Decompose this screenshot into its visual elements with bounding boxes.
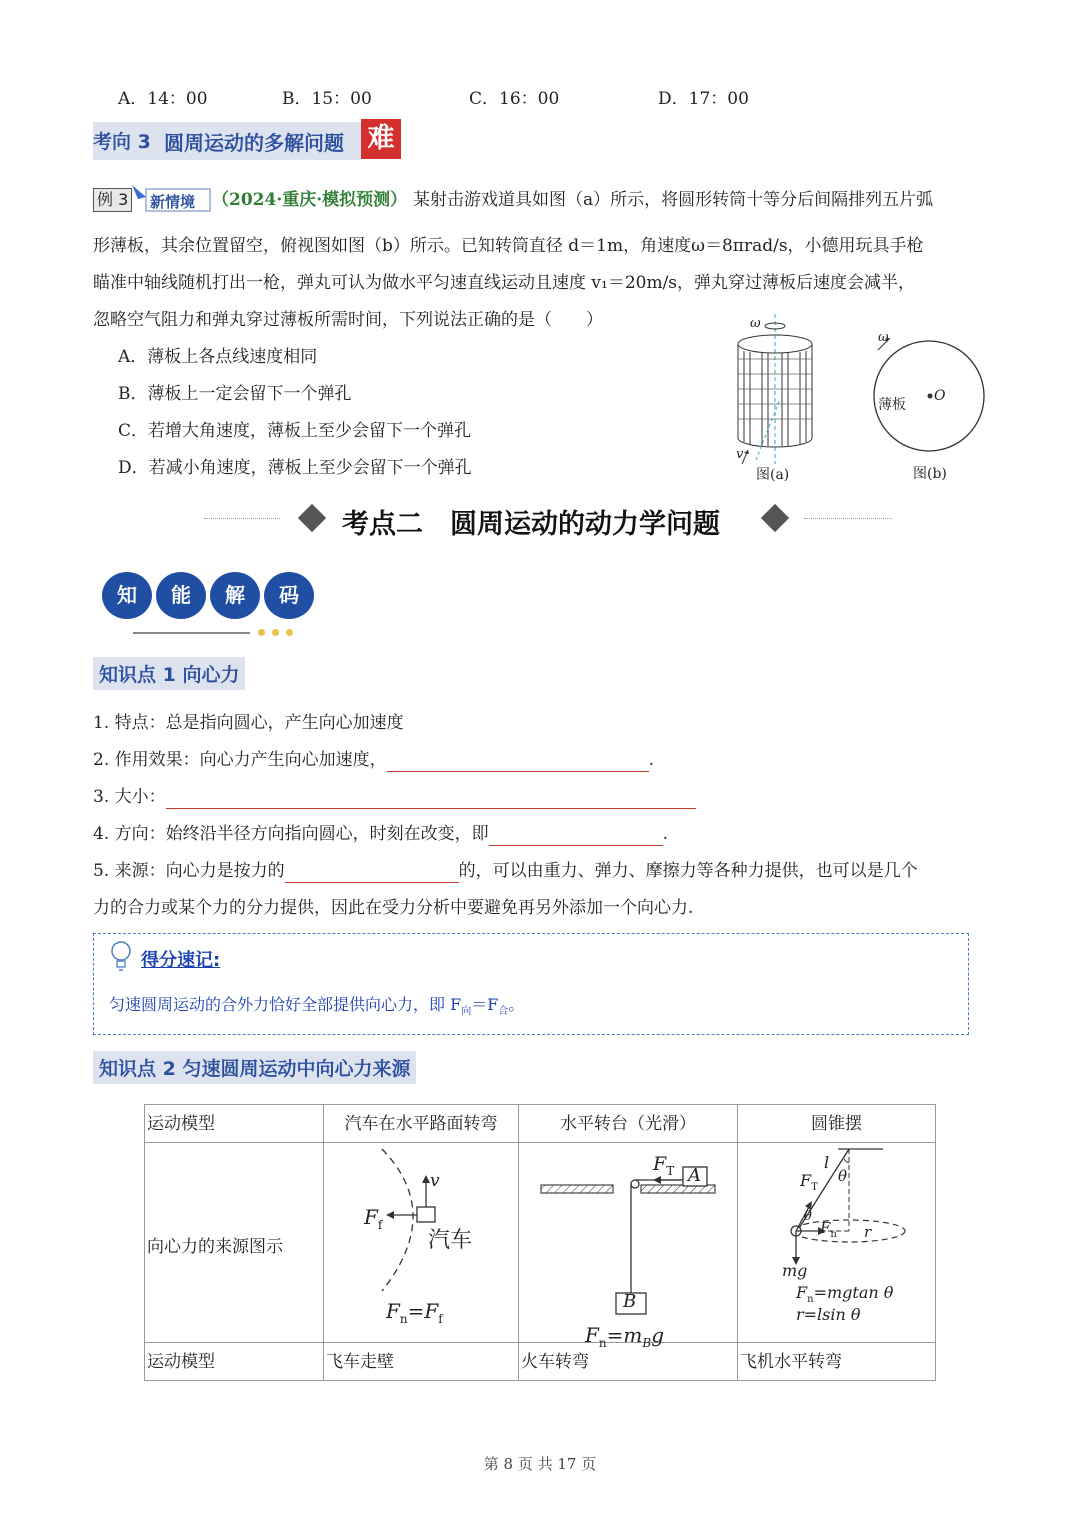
turntable-diagram-cell xyxy=(519,1143,738,1350)
example-option-d: D．若减小角速度，薄板上至少会留下一个弹孔 xyxy=(118,458,472,478)
decode-dot xyxy=(272,629,279,636)
example-text-4: 忽略空气阻力和弹丸穿过薄板所需时间，下列说法正确的是（ ） xyxy=(93,310,603,330)
kp1-item-4 xyxy=(93,822,668,846)
section-divider-right xyxy=(804,518,892,519)
lightbulb-icon xyxy=(110,940,132,974)
tip-box xyxy=(93,933,969,1035)
car-label: 汽车 xyxy=(428,1228,473,1253)
table-header-cell: 水平转台（光滑） xyxy=(519,1105,738,1143)
cone-diagram-cell xyxy=(738,1143,936,1343)
fig-b-plate: 薄板 xyxy=(878,397,906,413)
decode-char: 能 xyxy=(156,572,206,619)
kp1-item-2 xyxy=(93,748,654,772)
turntable-equation: $F_n=m_Bg$ xyxy=(585,1323,664,1350)
tip-text-b: ＝F xyxy=(471,995,499,1014)
fill-blank[interactable] xyxy=(285,864,459,883)
tip-text-c: 。 xyxy=(508,995,525,1014)
decode-char: 码 xyxy=(264,572,314,619)
page-number: 第 8 页 共 17 页 xyxy=(483,1455,597,1473)
cone-theta-label: θ xyxy=(838,1167,848,1185)
cone-theta-label-2: θ xyxy=(804,1209,812,1224)
tip-text xyxy=(109,992,524,1017)
fill-blank[interactable] xyxy=(387,753,649,772)
new-scenario-label: 新情境 xyxy=(150,193,196,211)
fig-a-v: v xyxy=(736,447,744,462)
option-a-prev: A．14：00 xyxy=(118,89,208,109)
table-header-cell: 运动模型 xyxy=(145,1105,324,1143)
cone-mg-label: mg xyxy=(782,1261,808,1280)
cone-equation-2: r=lsin θ xyxy=(796,1305,861,1324)
example-source: （2024·重庆·模拟预测） xyxy=(212,190,408,210)
cone-fn-label: $F_n$ xyxy=(820,1219,837,1240)
example-tag: 例 3 xyxy=(93,188,132,212)
kp1-item-3-text: 3. 大小： xyxy=(93,787,166,807)
figure-a xyxy=(728,314,828,486)
kp1-item-5-cont: 力的合力或某个力的分力提供，因此在受力分析中要避免再另外添加一个向心力. xyxy=(93,898,694,918)
example-text-3: 瞄准中轴线随机打出一枪，弹丸可认为做水平匀速直线运动且速度 v₁＝20m/s，弹丸穿过薄板后速度会减半， xyxy=(93,273,916,293)
kp1-item-5-text: 5. 来源：向心力是按力的 xyxy=(93,861,285,881)
fill-blank[interactable] xyxy=(489,827,663,846)
kp1-item-4-text: 4. 方向：始终沿半径方向指向圆心，时刻在改变，即 xyxy=(93,824,489,844)
tip-sub-2: 合 xyxy=(498,1006,509,1018)
table-footer-cell: 飞车走壁 xyxy=(324,1343,519,1381)
decode-char: 知 xyxy=(102,572,152,619)
tip-text-a: 匀速圆周运动的合外力恰好全部提供向心力，即 F xyxy=(109,995,462,1014)
section-divider-left xyxy=(204,518,280,519)
decode-char: 解 xyxy=(210,572,260,619)
direction-label: 考向 3 xyxy=(93,131,151,153)
turntable-ft-label: $F_T$ xyxy=(653,1153,675,1178)
decode-dot xyxy=(286,629,293,636)
car-v-label: v xyxy=(430,1171,440,1191)
kp1-title: 知识点 1 向心力 xyxy=(93,657,245,690)
fig-a-caption: 图(a) xyxy=(756,467,790,483)
option-b-prev: B．15：00 xyxy=(282,89,372,109)
kp2-title: 知识点 2 匀速圆周运动中向心力来源 xyxy=(93,1051,416,1084)
diamond-icon xyxy=(298,504,326,532)
kp1-item-2-end: . xyxy=(648,750,655,770)
example-text-2: 形薄板，其余位置留空，俯视图如图（b）所示。已知转筒直径 d＝1m，角速度ω＝8πrad/s，小德用玩具手枪 xyxy=(93,236,924,256)
table-header-cell: 圆锥摆 xyxy=(738,1105,936,1143)
decode-dot xyxy=(258,629,265,636)
car-equation: $F_n=F_f$ xyxy=(386,1299,443,1326)
example-text-1: 某射击游戏道具如图（a）所示，将圆形转筒十等分后间隔排列五片弧 xyxy=(413,190,934,210)
option-c-prev: C．16：00 xyxy=(469,89,560,109)
table-footer-cell: 火车转弯 xyxy=(519,1343,738,1381)
fig-b-omega: ω xyxy=(878,330,889,345)
fig-a-omega: ω xyxy=(750,316,761,331)
tip-sub-1: 向 xyxy=(461,1006,472,1018)
kp1-item-5-text-b: 的，可以由重力、弹力、摩擦力等各种力提供，也可以是几个 xyxy=(458,861,918,881)
example-option-c: C．若增大角速度，薄板上至少会留下一个弹孔 xyxy=(118,421,472,441)
tip-title: 得分速记: xyxy=(141,950,221,971)
example-option-a: A．薄板上各点线速度相同 xyxy=(118,347,318,367)
decode-banner xyxy=(100,569,320,639)
kp1-item-1: 1. 特点：总是指向圆心，产生向心加速度 xyxy=(93,713,404,733)
table-footer-cell: 飞机水平转弯 xyxy=(738,1343,936,1381)
kp1-item-5 xyxy=(93,859,918,883)
turntable-block-b: B xyxy=(623,1291,637,1312)
cone-equation-1: $F_n=mgtan$ θ xyxy=(796,1283,894,1306)
table-footer-cell: 运动模型 xyxy=(145,1343,324,1381)
kp1-item-3 xyxy=(93,785,696,809)
diamond-icon xyxy=(761,504,789,532)
example-option-b: B．薄板上一定会留下一个弹孔 xyxy=(118,384,352,404)
cone-r-label: r xyxy=(864,1223,872,1241)
kp1-item-4-end: . xyxy=(662,824,669,844)
table-row-label: 向心力的来源图示 xyxy=(145,1143,324,1343)
cone-ft-label: $F_T$ xyxy=(800,1171,818,1194)
fig-b-center: O xyxy=(934,388,946,404)
new-scenario-tag xyxy=(128,183,212,213)
decode-underline xyxy=(133,632,250,634)
section-title: 考点二 圆周运动的动力学问题 xyxy=(342,509,720,540)
hard-badge: 难 xyxy=(361,119,401,159)
car-diagram-cell xyxy=(324,1143,519,1343)
car-ff-label: $F_f$ xyxy=(364,1205,383,1232)
table-header-cell: 汽车在水平路面转弯 xyxy=(324,1105,519,1143)
kp1-item-2-text: 2. 作用效果：向心力产生向心加速度， xyxy=(93,750,387,770)
figure-b xyxy=(868,330,993,486)
option-d-prev: D．17：00 xyxy=(658,89,749,109)
fig-b-caption: 图(b) xyxy=(913,466,947,482)
direction-title: 圆周运动的多解问题 xyxy=(164,131,344,155)
cone-l-label: l xyxy=(824,1153,830,1172)
model-table xyxy=(144,1104,936,1381)
turntable-block-a: A xyxy=(688,1165,701,1186)
fill-blank[interactable] xyxy=(166,790,696,809)
